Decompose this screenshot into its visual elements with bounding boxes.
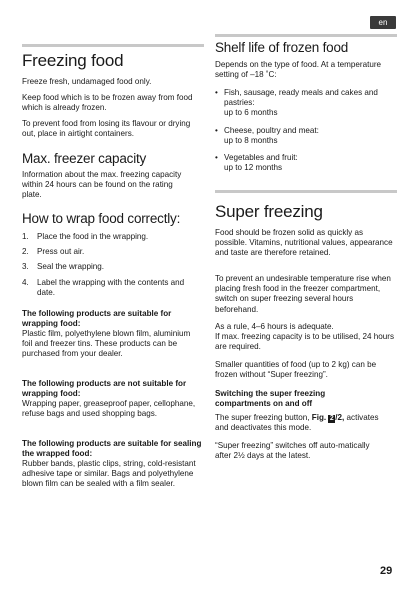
switch-heading: Switching the super freezing compartments on and off <box>215 389 326 409</box>
sealing-text: Rubber bands, plastic clips, string, cold-resistant adhesive tape or similar. Bags and polyethylene blown film can be sealed with a film sealer. <box>22 459 196 489</box>
wrap-steps <box>22 232 204 303</box>
shelf-life-heading: Shelf life of frozen food <box>215 40 349 55</box>
suitable-heading: The following products are suitable for wrapping food: <box>22 309 172 329</box>
super-p3: As a rule, 4–6 hours is adequate. If max. freezing capacity is to be utilised, 24 hours are required. <box>215 322 395 352</box>
list-item: 4. Label the wrapping with the contents and date. <box>22 277 185 297</box>
section-rule <box>215 190 397 193</box>
suitable-text: Plastic film, polyethylene blown film, aluminium foil and freezer tins. These products can be purchased from your dealer. <box>22 329 191 359</box>
freezing-food-heading: Freezing food <box>22 51 124 70</box>
super-p2: To prevent an undesirable temperature rise when placing fresh food in the freezer compartment, switch on super freezing several hours beforehand. <box>215 274 391 314</box>
capacity-heading: Max. freezer capacity <box>22 151 147 166</box>
capacity-p1: Information about the max. freezing capacity within 24 hours can be found on the rating plate. <box>22 170 182 200</box>
super-p4: Smaller quantities of food (up to 2 kg) can be frozen without “Super freezing”. <box>215 360 377 380</box>
list-item: 1. Place the food in the wrapping. <box>22 232 149 241</box>
list-item: 3. Seal the wrapping. <box>22 262 105 272</box>
shelf-intro: Depends on the type of food. At a temperature setting of –18 ˚C: <box>215 60 382 80</box>
shelf-list <box>215 88 393 180</box>
super-freezing-heading: Super freezing <box>215 202 323 221</box>
list-item: 2. Press out air. <box>22 247 85 257</box>
list-item: • Fish, sausage, ready meals and cakes and pastries: up to 6 months <box>215 88 378 118</box>
list-item: • Cheese, poultry and meat: up to 8 months <box>215 125 319 145</box>
section-rule <box>22 44 204 47</box>
super-p1: Food should be frozen solid as quickly as possible. Vitamins, nutritional values, appearance and taste are therefore retained. <box>215 228 393 258</box>
freezing-p2: Keep food which is to be frozen away from food which is already frozen. <box>22 93 193 113</box>
freezing-p1: Freeze fresh, undamaged food only. <box>22 77 152 86</box>
language-badge: en <box>370 16 396 29</box>
page-number: 29 <box>380 565 393 577</box>
figure-reference: Fig. 2 /2, <box>311 413 345 422</box>
wrap-heading: How to wrap food correctly: <box>22 211 181 226</box>
list-item: • Vegetables and fruit: up to 12 months <box>215 153 298 173</box>
super-p5: The super freezing button, Fig. 2 /2, activates and deactivates this mode. <box>215 413 379 433</box>
sealing-heading: The following products are suitable for sealing the wrapped food: <box>22 439 202 459</box>
super-p6: “Super freezing” switches off auto-matically after 2½ days at the latest. <box>215 441 370 461</box>
freezing-p3: To prevent food from losing its flavour or drying out, place in airtight containers. <box>22 119 191 139</box>
section-rule <box>215 34 397 37</box>
notsuitable-text: Wrapping paper, greaseproof paper, cellophane, refuse bags and used shopping bags. <box>22 399 196 419</box>
notsuitable-heading: The following products are not suitable for wrapping food: <box>22 379 187 399</box>
